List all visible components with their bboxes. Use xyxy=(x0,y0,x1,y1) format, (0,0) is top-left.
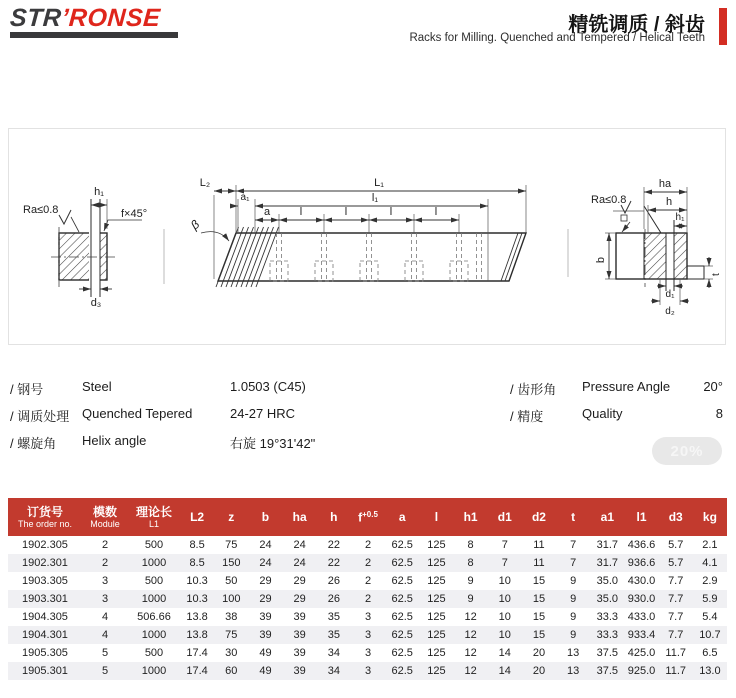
table-cell: 10.3 xyxy=(186,575,208,587)
table-cell: 3 xyxy=(364,665,372,677)
logo-text-dark: STR xyxy=(9,4,63,32)
dim-label-L2: L₂ xyxy=(199,177,211,189)
dim-label-d2: d₂ xyxy=(665,306,675,317)
dim-label-h: h xyxy=(665,196,673,208)
table-cell: 9 xyxy=(570,593,577,605)
table-cell: 62.5 xyxy=(391,593,413,605)
table-cell: 7 xyxy=(570,557,577,569)
table-cell: 39 xyxy=(259,629,272,641)
table-cell: 125 xyxy=(427,611,446,623)
title-accent-bar xyxy=(719,8,727,45)
table-cell: 4 xyxy=(101,629,109,641)
table-cell: 34 xyxy=(327,665,340,677)
table-cell: 3 xyxy=(364,647,372,659)
table-cell: 5 xyxy=(101,665,109,677)
table-cell: 12 xyxy=(464,647,477,659)
table-cell: 15 xyxy=(532,611,546,623)
table-cell: 30 xyxy=(225,647,238,659)
zoom-badge[interactable]: 20% xyxy=(652,437,722,465)
table-cell: 7 xyxy=(570,539,577,551)
table-cell: 11 xyxy=(533,557,545,569)
col-header-b: b xyxy=(248,498,282,536)
table-cell: 17.4 xyxy=(186,665,208,677)
table-cell: 1904.305 xyxy=(22,611,68,623)
dim-label-l1: l₁ xyxy=(371,192,379,204)
table-cell: 1903.305 xyxy=(22,575,68,587)
table-cell: 5.7 xyxy=(668,539,684,551)
dim-label-h1-right: h₁ xyxy=(675,212,685,223)
table-cell: 9 xyxy=(570,611,577,623)
table-cell: 1902.301 xyxy=(22,557,68,569)
col-header-a: a xyxy=(385,498,419,536)
spec-row-helix-angle xyxy=(10,433,315,452)
table-body xyxy=(8,536,727,680)
spec-value: 右旋 19°31'42" xyxy=(230,436,316,451)
table-cell: 62.5 xyxy=(391,575,413,587)
table-cell: 2 xyxy=(364,593,372,605)
table-cell: 22 xyxy=(327,539,340,551)
table-row xyxy=(8,554,727,572)
table-cell: 7 xyxy=(501,557,508,569)
table-cell: 100 xyxy=(222,593,241,605)
table-cell: 5.7 xyxy=(668,557,684,569)
table-cell: 31.7 xyxy=(596,557,619,569)
table-cell: 7.7 xyxy=(668,629,684,641)
table-cell: 24 xyxy=(259,557,272,569)
table-cell: 35.0 xyxy=(596,593,619,605)
spec-label-en: Quality xyxy=(582,406,623,421)
table-row xyxy=(8,536,727,554)
table-cell: 933.4 xyxy=(627,629,656,641)
table-cell: 22 xyxy=(327,557,340,569)
table-cell: 7 xyxy=(501,539,508,551)
table-cell: 1000 xyxy=(141,629,167,641)
table-cell: 10 xyxy=(498,629,511,641)
table-cell: 12 xyxy=(464,611,477,623)
table-cell: 20 xyxy=(532,665,546,677)
table-cell: 10.7 xyxy=(699,629,721,641)
table-cell: 425.0 xyxy=(627,647,656,659)
table-row xyxy=(8,572,727,590)
table-cell: 1902.305 xyxy=(22,539,68,551)
table-cell: 37.5 xyxy=(596,665,619,677)
table-cell: 24 xyxy=(293,557,306,569)
spec-label-en: Steel xyxy=(82,379,112,394)
table-cell: 8.5 xyxy=(189,557,205,569)
table-cell: 39 xyxy=(293,665,306,677)
dim-label-l: l xyxy=(344,206,348,218)
table-cell: 925.0 xyxy=(627,665,656,677)
table-cell: 29 xyxy=(259,593,272,605)
table-cell: 14 xyxy=(498,647,511,659)
dim-label-l: l xyxy=(299,206,303,218)
table-cell: 26 xyxy=(327,593,340,605)
table-cell: 1000 xyxy=(141,593,167,605)
table-cell: 9 xyxy=(467,593,474,605)
table-cell: 62.5 xyxy=(391,665,413,677)
table-cell: 75 xyxy=(225,539,238,551)
table-cell: 2.9 xyxy=(702,575,718,587)
table-row xyxy=(8,662,727,680)
logo-underline xyxy=(10,32,178,38)
table-cell: 500 xyxy=(144,647,164,659)
table-cell: 7.7 xyxy=(668,593,684,605)
spec-value: 24-27 HRC xyxy=(230,406,296,421)
table-row xyxy=(8,608,727,626)
spec-label-zh: / 调质处理 xyxy=(10,409,70,424)
dim-label-l: l xyxy=(389,206,393,218)
spec-label-zh: / 精度 xyxy=(510,409,544,424)
table-cell: 125 xyxy=(427,593,446,605)
table-cell: 12 xyxy=(464,629,477,641)
table-cell: 38 xyxy=(225,611,238,623)
table-cell: 17.4 xyxy=(186,647,208,659)
table-cell: 2 xyxy=(364,557,372,569)
table-cell: 24 xyxy=(259,539,272,551)
table-cell: 3 xyxy=(101,575,109,587)
table-cell: 11.7 xyxy=(665,647,687,659)
table-cell: 62.5 xyxy=(391,629,413,641)
col-header-d1: d1 xyxy=(488,498,522,536)
table-cell: 2 xyxy=(101,557,109,569)
table-row xyxy=(8,626,727,644)
table-cell: 8 xyxy=(467,539,474,551)
technical-drawing xyxy=(9,129,725,344)
table-cell: 1903.301 xyxy=(22,593,68,605)
chamfer-label: f×45° xyxy=(121,208,148,220)
table-cell: 8 xyxy=(467,557,474,569)
dim-label-l: l xyxy=(434,206,438,218)
table-cell: 1904.301 xyxy=(22,629,68,641)
col-header-a1: a1 xyxy=(590,498,624,536)
table-cell: 29 xyxy=(293,575,306,587)
table-cell: 62.5 xyxy=(391,539,413,551)
dim-label-beta: β xyxy=(187,217,203,233)
table-cell: 430.0 xyxy=(627,575,656,587)
table-row xyxy=(8,590,727,608)
table-cell: 125 xyxy=(427,557,446,569)
table-cell: 62.5 xyxy=(391,557,413,569)
spec-value: 1.0503 (C45) xyxy=(230,379,306,394)
table-cell: 4.1 xyxy=(702,557,718,569)
table-cell: 930.0 xyxy=(627,593,656,605)
col-header-d3: d3 xyxy=(659,498,693,536)
dim-label-d1: d₁ xyxy=(665,289,675,300)
table-cell: 62.5 xyxy=(391,611,413,623)
spec-label-zh: / 钢号 xyxy=(10,382,44,397)
table-cell: 24 xyxy=(293,539,306,551)
table-cell: 13 xyxy=(567,665,580,677)
table-cell: 4 xyxy=(101,611,109,623)
table-cell: 125 xyxy=(427,647,446,659)
table-row xyxy=(8,644,727,662)
table-cell: 1905.305 xyxy=(22,647,68,659)
spec-row-quality xyxy=(510,406,723,425)
page-title-zh: 精铣调质 / 斜齿 xyxy=(568,14,705,36)
table-cell: 75 xyxy=(225,629,238,641)
table-cell: 13.8 xyxy=(186,629,208,641)
table-cell: 936.6 xyxy=(627,557,656,569)
table-cell: 39 xyxy=(293,611,306,623)
table-cell: 13.8 xyxy=(186,611,208,623)
table-cell: 31.7 xyxy=(596,539,619,551)
table-cell: 29 xyxy=(259,575,272,587)
col-header-ha: ha xyxy=(283,498,317,536)
table-cell: 35 xyxy=(327,611,340,623)
table-cell: 125 xyxy=(427,665,446,677)
table-cell: 6.5 xyxy=(702,647,718,659)
spec-row-treatment xyxy=(10,406,295,425)
col-header-h1: h1 xyxy=(454,498,488,536)
table-cell: 26 xyxy=(327,575,340,587)
table-cell: 37.5 xyxy=(596,647,619,659)
col-header-theory-length: 理论长 L1 xyxy=(128,498,180,536)
table-cell: 15 xyxy=(532,575,546,587)
table-cell: 49 xyxy=(259,647,272,659)
table-cell: 9 xyxy=(570,629,577,641)
table-cell: 1000 xyxy=(141,665,167,677)
table-cell: 2 xyxy=(364,575,372,587)
dim-label-h1-left: h₁ xyxy=(94,186,104,198)
table-cell: 13.0 xyxy=(699,665,721,677)
table-cell: 7.7 xyxy=(668,611,684,623)
table-cell: 33.3 xyxy=(596,611,619,623)
table-cell: 50 xyxy=(225,575,238,587)
spec-label-zh: / 齿形角 xyxy=(510,382,557,397)
table-cell: 33.3 xyxy=(596,629,619,641)
col-header-f: $f^{+0.5}$ xyxy=(351,498,385,536)
table-cell: 10 xyxy=(498,593,511,605)
table-cell: 2.1 xyxy=(702,539,718,551)
col-header-l1: l1 xyxy=(624,498,658,536)
spec-label-en: Quenched Tepered xyxy=(82,406,193,421)
table-cell: 3 xyxy=(364,611,372,623)
table-cell: 2 xyxy=(101,539,109,551)
col-header-h: h xyxy=(317,498,351,536)
table-cell: 125 xyxy=(427,539,446,551)
diagram-box xyxy=(8,128,726,345)
table-cell: 125 xyxy=(427,629,446,641)
col-header-t: t xyxy=(556,498,590,536)
col-header-module: 模数 Module xyxy=(82,498,128,536)
table-cell: 39 xyxy=(259,611,272,623)
table-cell: 9 xyxy=(570,575,577,587)
table-cell: 500 xyxy=(144,575,164,587)
table-cell: 7.7 xyxy=(668,575,684,587)
table-cell: 3 xyxy=(364,629,372,641)
table-cell: 10 xyxy=(498,575,511,587)
dim-label-d3: d₃ xyxy=(90,297,102,309)
col-header-kg: kg xyxy=(693,498,727,536)
table-cell: 39 xyxy=(293,647,306,659)
table-cell: 10 xyxy=(498,611,511,623)
table-cell: 15 xyxy=(532,629,546,641)
table-cell: 9 xyxy=(467,575,474,587)
col-header-l: l xyxy=(419,498,453,536)
table-cell: 12 xyxy=(464,665,477,677)
table-cell: 125 xyxy=(427,575,446,587)
table-cell: 5.4 xyxy=(702,611,718,623)
col-header-d2: d2 xyxy=(522,498,556,536)
table-cell: 433.0 xyxy=(627,611,656,623)
spec-row-steel xyxy=(10,379,306,398)
dim-label-b: b xyxy=(595,256,607,264)
rack-table xyxy=(8,498,727,680)
brand-logo xyxy=(9,4,161,33)
spec-value: 8 xyxy=(715,406,723,421)
col-header-L2: L2 xyxy=(180,498,214,536)
dim-label-L1: L₁ xyxy=(374,177,384,189)
table-cell: 49 xyxy=(259,665,272,677)
table-cell: 11 xyxy=(533,539,545,551)
table-cell: 13 xyxy=(567,647,580,659)
spec-value: 20° xyxy=(703,379,723,394)
table-cell: 500 xyxy=(144,539,164,551)
surface-finish-label-right: Ra≤0.8 xyxy=(591,194,627,206)
table-cell: 2 xyxy=(364,539,372,551)
logo-text-red: ’RONSE xyxy=(60,4,162,32)
table-cell: 60 xyxy=(225,665,238,677)
table-cell: 1000 xyxy=(141,557,167,569)
dim-label-a1: a₁ xyxy=(240,192,250,203)
dim-label-ha: ha xyxy=(658,178,672,190)
spec-label-en: Helix angle xyxy=(82,433,147,448)
table-cell: 35 xyxy=(327,629,340,641)
table-cell: 150 xyxy=(222,557,241,569)
table-cell: 5 xyxy=(101,647,109,659)
table-cell: 39 xyxy=(293,629,306,641)
col-header-z: z xyxy=(214,498,248,536)
table-head-row xyxy=(8,498,727,536)
table-cell: 35.0 xyxy=(596,575,619,587)
dim-label-a: a xyxy=(263,206,271,218)
col-header-order-no: 订货号 The order no. xyxy=(8,498,82,536)
table-cell: 62.5 xyxy=(391,647,413,659)
spec-row-pressure-angle xyxy=(510,379,723,398)
spec-label-zh: / 螺旋角 xyxy=(10,436,57,451)
table-cell: 20 xyxy=(532,647,546,659)
table-cell: 1905.301 xyxy=(22,665,68,677)
table-cell: 11.7 xyxy=(665,665,687,677)
spec-label-en: Pressure Angle xyxy=(582,379,671,394)
table-cell: 14 xyxy=(498,665,511,677)
table-cell: 5.9 xyxy=(702,593,718,605)
table-cell: 436.6 xyxy=(627,539,656,551)
table-cell: 506.66 xyxy=(137,611,171,623)
table-cell: 10.3 xyxy=(186,593,208,605)
table-cell: 3 xyxy=(101,593,109,605)
table-cell: 34 xyxy=(327,647,340,659)
dim-label-t: t xyxy=(711,273,722,276)
table-cell: 15 xyxy=(532,593,546,605)
page-title-en: Racks for Milling. Quenched and Tempered / Helical Teeth xyxy=(409,32,705,44)
surface-finish-label-left: Ra≤0.8 xyxy=(23,204,59,216)
table-cell: 29 xyxy=(293,593,306,605)
table-cell: 8.5 xyxy=(189,539,205,551)
